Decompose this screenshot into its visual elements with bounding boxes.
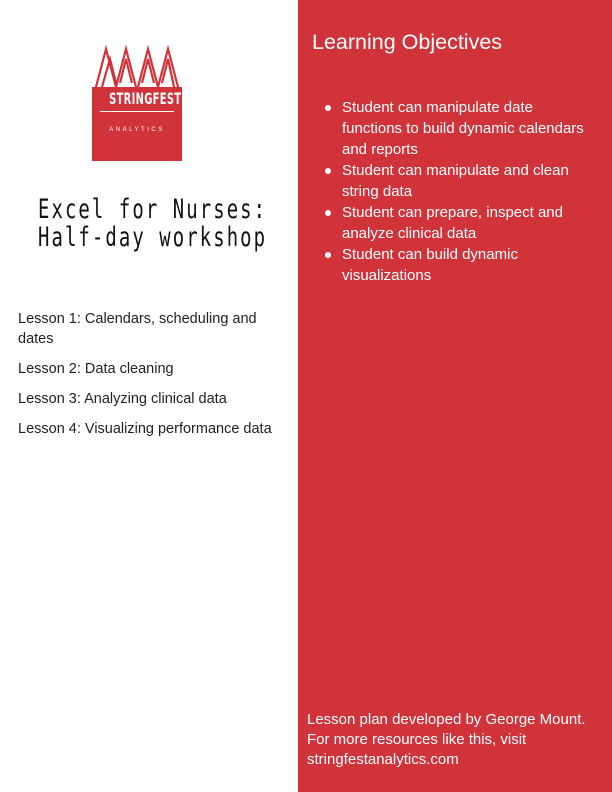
objective-item <box>320 244 595 286</box>
logo-tagline: ANALYTICS <box>109 127 165 133</box>
left-column <box>0 0 298 792</box>
objective-text: Student can manipulate date functions to build dynamic calendars and reports <box>342 99 584 158</box>
page-title: Excel for Nurses: Half-day workshop <box>38 194 268 253</box>
objective-text: Student can prepare, inspect and analyze clinical data <box>342 204 563 242</box>
stringfest-logo <box>92 45 182 161</box>
bullet-icon <box>325 105 331 111</box>
objective-text: Student can build dynamic visualizations <box>342 246 518 284</box>
logo-wordmark: STRINGFEST <box>109 89 182 108</box>
logo-divider <box>100 111 174 112</box>
logo-mountain-art <box>92 45 182 87</box>
objective-item <box>320 160 595 202</box>
objective-item <box>320 97 595 160</box>
lesson-item: Lesson 1: Calendars, scheduling and dates <box>18 311 257 347</box>
credit-text: Lesson plan developed by George Mount. For more resources like this, visit stringfestanalytics.com <box>307 711 586 768</box>
objective-text: Student can manipulate and clean string data <box>342 162 569 200</box>
objective-item <box>320 202 595 244</box>
objectives-list <box>320 97 595 286</box>
lesson-item: Lesson 2: Data cleaning <box>18 361 174 377</box>
lesson-item: Lesson 4: Visualizing performance data <box>18 421 272 437</box>
objectives-heading: Learning Objectives <box>312 30 503 54</box>
lesson-list <box>18 309 290 449</box>
bullet-icon <box>325 210 331 216</box>
bullet-icon <box>325 252 331 258</box>
right-column <box>298 0 612 792</box>
lesson-item: Lesson 3: Analyzing clinical data <box>18 391 227 407</box>
bullet-icon <box>325 168 331 174</box>
